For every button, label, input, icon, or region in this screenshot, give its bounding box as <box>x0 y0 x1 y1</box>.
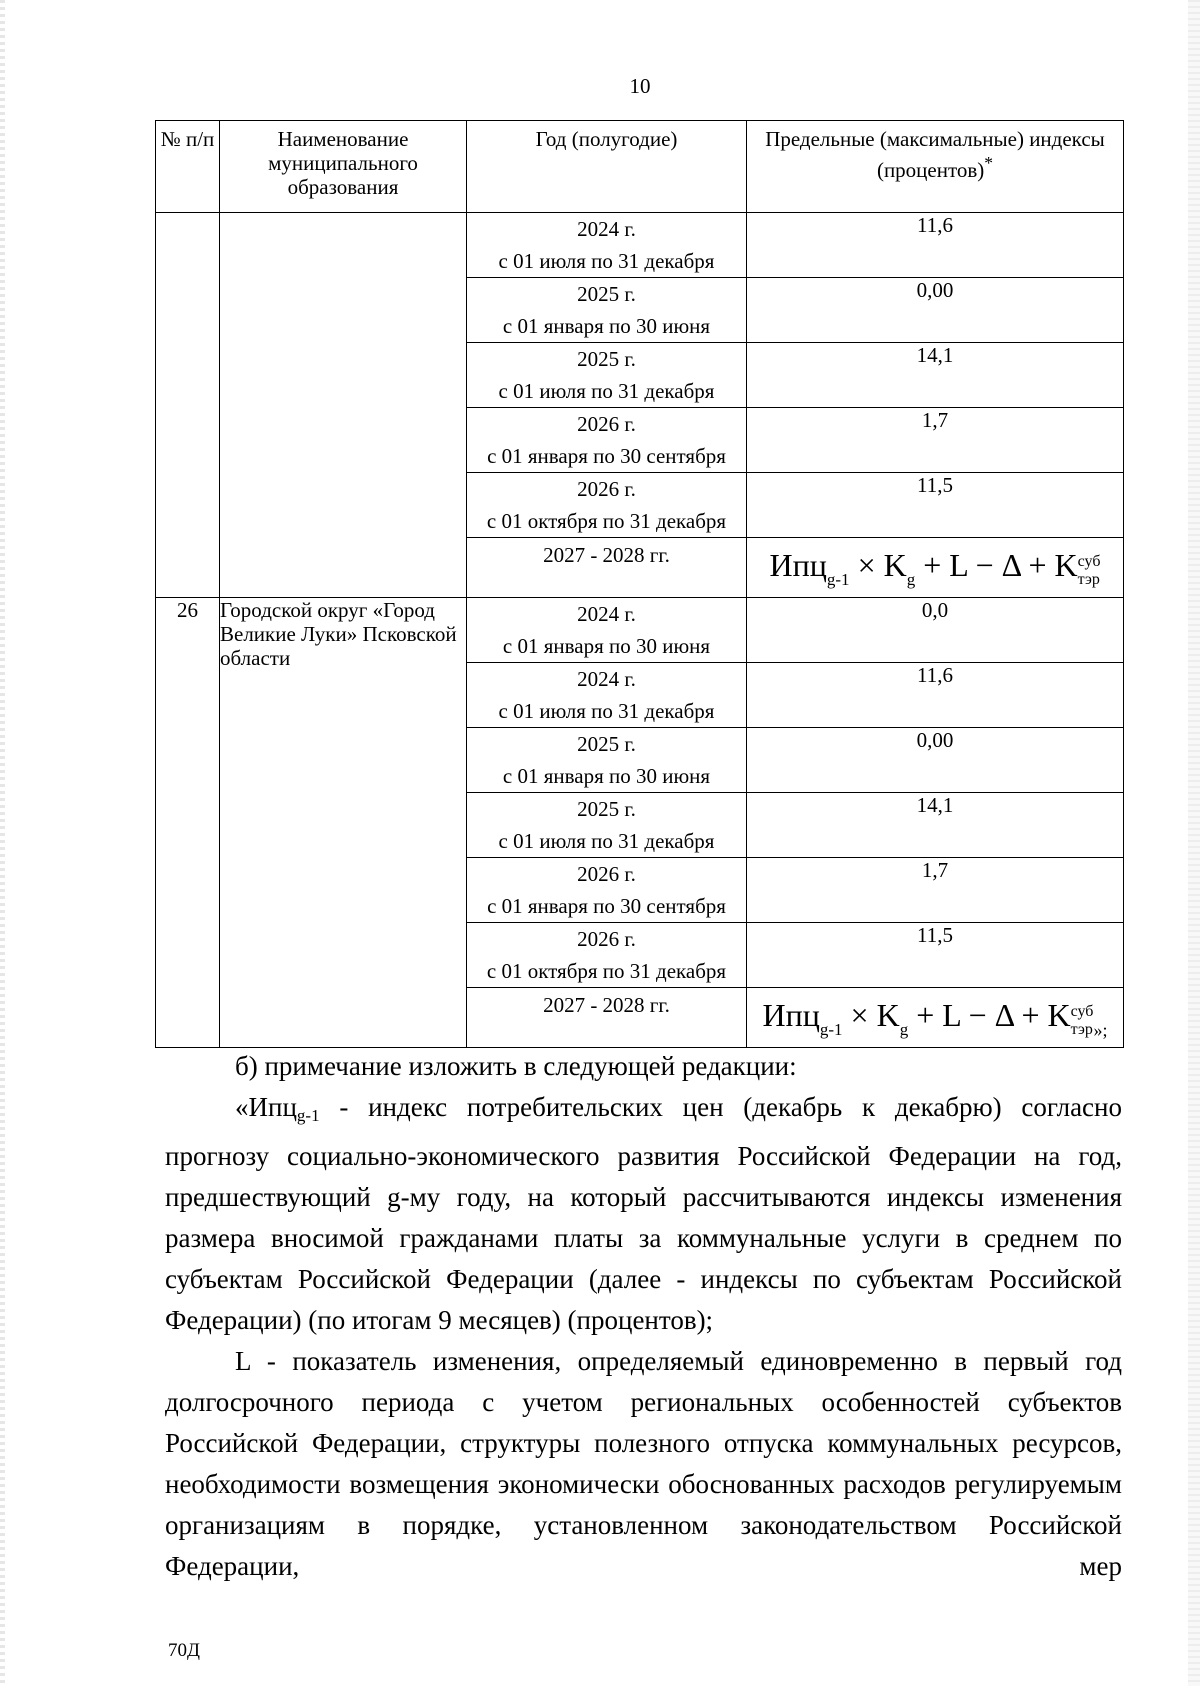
index-value: 11,6 <box>747 213 1124 278</box>
header-name: Наименование муниципального образования <box>220 121 467 213</box>
year-cell: 2027 - 2028 гг. <box>467 538 747 598</box>
municipality-cell: Городской округ «Город Великие Луки» Псковской области <box>220 598 467 1048</box>
period-label: с 01 января по 30 сентября <box>487 444 726 468</box>
formula-rest: + L − Δ + K <box>915 547 1078 583</box>
year-label: 2026 г. <box>577 862 636 886</box>
formula-sub-g: g <box>906 570 916 589</box>
document-code: 70Д <box>168 1640 200 1661</box>
formula-closing-quote: »; <box>1093 1020 1108 1040</box>
formula-times-k: × K <box>842 997 900 1033</box>
year-label: 2024 г. <box>577 667 636 691</box>
formula-sub-ter: тэр <box>1070 1021 1093 1038</box>
header-index-footnote-mark: * <box>984 153 994 173</box>
row-num-cell: 26 <box>156 598 220 1048</box>
period-label: с 01 января по 30 июня <box>502 314 711 338</box>
table-row <box>156 213 1124 278</box>
period-label: с 01 июля по 31 декабря <box>498 249 715 273</box>
ipc-subscript: g-1 <box>296 1106 320 1125</box>
period-label: с 01 июля по 31 декабря <box>498 829 715 853</box>
index-formula <box>747 538 1123 597</box>
formula-sub-ter: тэр <box>1077 571 1100 588</box>
formula-sub-g: g <box>899 1020 909 1039</box>
ipc-term: «Ипц <box>235 1092 297 1122</box>
header-index <box>747 121 1124 213</box>
formula-rest: + L − Δ + K <box>908 997 1071 1033</box>
year-cell <box>467 598 747 663</box>
formula-sup-sub: суб <box>1077 553 1101 570</box>
year-label: 2025 г. <box>577 347 636 371</box>
period-label: с 01 января по 30 июня <box>502 764 711 788</box>
formula-k-indices <box>1071 1003 1094 1039</box>
row-num-cell <box>156 213 220 598</box>
period-label: с 01 июля по 31 декабря <box>498 379 715 403</box>
formula-k-indices <box>1078 553 1101 589</box>
formula-cell <box>747 988 1124 1048</box>
year-label: 2025 г. <box>577 732 636 756</box>
index-value: 11,5 <box>747 923 1124 988</box>
page-number: 10 <box>629 74 651 98</box>
year-cell <box>467 793 747 858</box>
body-text <box>165 1046 1122 1587</box>
year-label: 2025 г. <box>577 797 636 821</box>
year-cell <box>467 473 747 538</box>
year-cell <box>467 923 747 988</box>
year-cell <box>467 858 747 923</box>
year-label: 2025 г. <box>577 282 636 306</box>
header-num: № п/п <box>156 121 220 213</box>
formula-ipc: Ипц <box>762 997 820 1033</box>
year-cell <box>467 278 747 343</box>
scan-edge-right <box>1188 0 1200 1686</box>
formula-sub-g1: g-1 <box>819 1020 843 1039</box>
formula-sup-sub: суб <box>1070 1003 1094 1020</box>
year-cell <box>467 408 747 473</box>
index-value: 1,7 <box>747 858 1124 923</box>
index-value: 0,00 <box>747 278 1124 343</box>
ipc-definition-text: - индекс потребительских цен (декабрь к декабрю) согласно прогнозу социально-экономического развития Российской Федерации на год, предшествующий g-му году, на который рассчитываются индексы изменения размера вносимой гражданами платы за коммунальные услуги в среднем по субъектам Российской Федерации (далее - индексы по субъектам Российской Федерации) (по итогам 9 месяцев) (процентов); <box>165 1092 1122 1335</box>
municipality-cell <box>220 213 467 598</box>
index-value: 0,00 <box>747 728 1124 793</box>
period-label: с 01 октября по 31 декабря <box>486 509 727 533</box>
year-label: 2024 г. <box>577 602 636 626</box>
index-table <box>155 120 1124 1048</box>
year-cell: 2027 - 2028 гг. <box>467 988 747 1048</box>
paragraph-ipc-definition <box>165 1087 1122 1341</box>
period-label: с 01 января по 30 сентября <box>487 894 726 918</box>
period-label: с 01 июля по 31 декабря <box>498 699 715 723</box>
index-value: 14,1 <box>747 343 1124 408</box>
scan-edge-left <box>0 0 5 1686</box>
header-index-label: Предельные (максимальные) индексы (процентов) <box>765 127 1105 182</box>
index-value: 1,7 <box>747 408 1124 473</box>
formula-cell <box>747 538 1124 598</box>
year-cell <box>467 663 747 728</box>
year-label: 2026 г. <box>577 412 636 436</box>
period-label: с 01 января по 30 июня <box>502 634 711 658</box>
table-header-row <box>156 121 1124 213</box>
formula-times-k: × K <box>849 547 907 583</box>
paragraph-l-definition: L - показатель изменения, определяемый единовременно в первый год долгосрочного периода с учетом региональных особенностей субъектов Российской Федерации, структуры полезного отпуска коммунальных ресурсов, необходимости возмещения экономически обоснованных расходов регулируемым организациям в порядке, установленном законодательством Российской Федерации, мер <box>165 1346 1122 1581</box>
table-row <box>156 598 1124 663</box>
index-formula <box>747 988 1123 1047</box>
index-value: 11,6 <box>747 663 1124 728</box>
period-label: с 01 октября по 31 декабря <box>486 959 727 983</box>
header-year: Год (полугодие) <box>467 121 747 213</box>
year-cell <box>467 728 747 793</box>
formula-sub-g1: g-1 <box>826 570 850 589</box>
year-label: 2024 г. <box>577 217 636 241</box>
formula-ipc: Ипц <box>769 547 827 583</box>
index-value: 0,0 <box>747 598 1124 663</box>
year-cell <box>467 213 747 278</box>
year-label: 2026 г. <box>577 477 636 501</box>
index-value: 11,5 <box>747 473 1124 538</box>
index-value: 14,1 <box>747 793 1124 858</box>
year-label: 2026 г. <box>577 927 636 951</box>
year-cell <box>467 343 747 408</box>
paragraph-note-intro: б) примечание изложить в следующей редакции: <box>235 1051 797 1081</box>
